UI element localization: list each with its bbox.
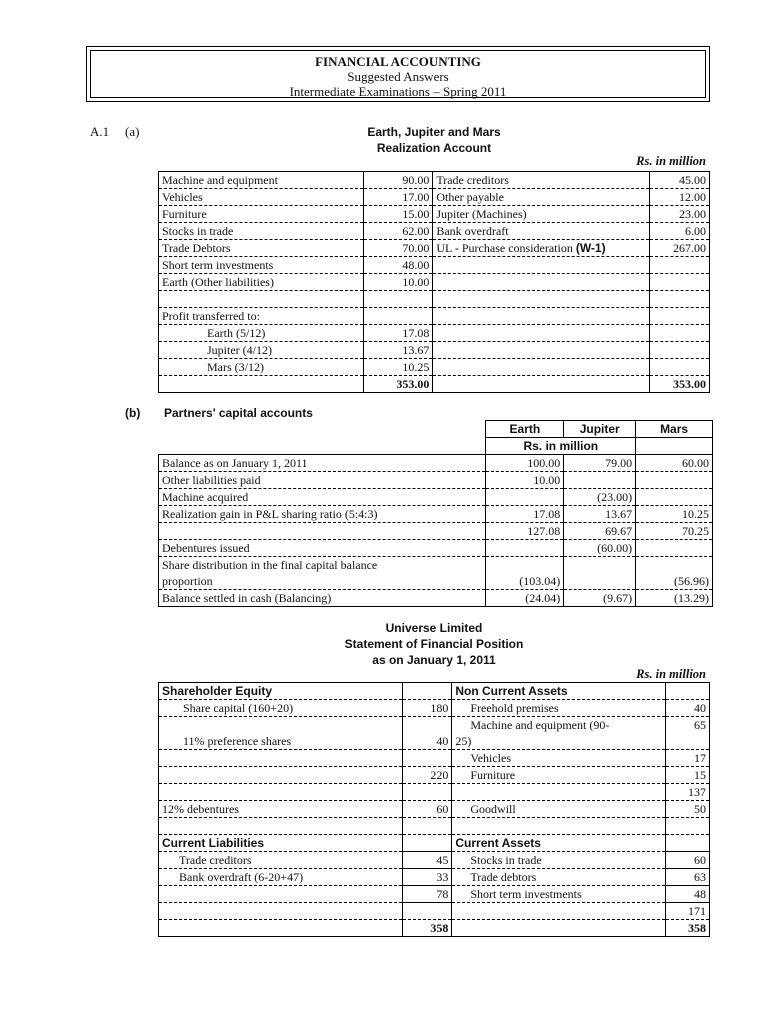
table-row: Shareholder Equity Non Current Assets bbox=[159, 683, 710, 700]
realization-unit: Rs. in million bbox=[636, 154, 706, 168]
table-row-total: 358 358 bbox=[159, 920, 710, 937]
sofp-table bbox=[158, 682, 710, 937]
table-row: Short term investments 48.00 bbox=[159, 257, 710, 274]
table-row: Share capital (160+20) 180 Freehold premises 40 bbox=[159, 700, 710, 717]
table-row: Mars (3/12) 10.25 bbox=[159, 359, 710, 376]
header-exam: Intermediate Examinations – Spring 2011 bbox=[289, 84, 507, 99]
table-row bbox=[159, 291, 710, 308]
table-row: Jupiter (4/12) 13.67 bbox=[159, 342, 710, 359]
document-header bbox=[86, 46, 710, 102]
table-row: Balance as on January 1, 2011 100.00 79.00 60.00 bbox=[159, 455, 713, 472]
sofp-company: Universe Limited bbox=[385, 621, 483, 635]
table-row: Trade creditors 45 Stocks in trade 60 bbox=[159, 852, 710, 869]
table-row: Debentures issued (60.00) bbox=[159, 540, 713, 557]
table-row: Trade Debtors 70.00 UL - Purchase consideration (W-1) 267.00 bbox=[159, 240, 710, 257]
table-row-total: 353.00 353.00 bbox=[159, 376, 710, 393]
table-row: Share distribution in the final capital balance proportion (103.04) (56.96) bbox=[159, 557, 713, 590]
part-a-label: (a) bbox=[125, 124, 140, 139]
table-row: Earth (5/12) 17.08 bbox=[159, 325, 710, 342]
capital-header-row: Earth Jupiter Mars bbox=[159, 421, 713, 438]
part-b-label: (b) bbox=[125, 406, 141, 420]
table-row: Machine acquired (23.00) bbox=[159, 489, 713, 506]
sofp-date: as on January 1, 2011 bbox=[372, 653, 496, 667]
table-row: Balance settled in cash (Balancing) (24.04) (9.67) (13.29) bbox=[159, 590, 713, 607]
header-title: FINANCIAL ACCOUNTING bbox=[315, 54, 481, 69]
table-row: Earth (Other liabilities) 10.00 bbox=[159, 274, 710, 291]
table-row: 11% preference shares 40 Machine and equipment (90- 25) 65 bbox=[159, 717, 710, 750]
table-row: 137 bbox=[159, 784, 710, 801]
table-row: 12% debentures 60 Goodwill 50 bbox=[159, 801, 710, 818]
table-row: Profit transferred to: bbox=[159, 308, 710, 325]
capital-unit-row: Rs. in million bbox=[159, 438, 713, 455]
table-row: Furniture 15.00 Jupiter (Machines) 23.00 bbox=[159, 206, 710, 223]
table-row: Other liabilities paid 10.00 bbox=[159, 472, 713, 489]
table-row: 171 bbox=[159, 903, 710, 920]
table-row: 220 Furniture 15 bbox=[159, 767, 710, 784]
table-row: 127.08 69.67 70.25 bbox=[159, 523, 713, 540]
table-row: Vehicles 17 bbox=[159, 750, 710, 767]
realization-heading bbox=[158, 124, 710, 156]
table-row bbox=[159, 818, 710, 835]
table-row: Machine and equipment 90.00 Trade creditors 45.00 bbox=[159, 172, 710, 189]
sofp-heading bbox=[158, 620, 710, 668]
realization-company: Earth, Jupiter and Mars bbox=[367, 125, 501, 139]
capital-title: Partners' capital accounts bbox=[164, 406, 313, 420]
capital-table bbox=[158, 420, 713, 607]
header-subtitle: Suggested Answers bbox=[347, 69, 449, 84]
table-row: Bank overdraft (6-20+47) 33 Trade debtors 63 bbox=[159, 869, 710, 886]
table-row: Current Liabilities Current Assets bbox=[159, 835, 710, 852]
question-number: A.1 bbox=[90, 124, 110, 139]
sofp-title: Statement of Financial Position bbox=[344, 637, 524, 651]
table-row: Realization gain in P&L sharing ratio (5:4:3) 17.08 13.67 10.25 bbox=[159, 506, 713, 523]
realization-table bbox=[158, 171, 710, 393]
table-row: Stocks in trade 62.00 Bank overdraft 6.00 bbox=[159, 223, 710, 240]
table-row: 78 Short term investments 48 bbox=[159, 886, 710, 903]
realization-title: Realization Account bbox=[376, 141, 492, 155]
table-row: Vehicles 17.00 Other payable 12.00 bbox=[159, 189, 710, 206]
sofp-unit: Rs. in million bbox=[636, 667, 706, 681]
